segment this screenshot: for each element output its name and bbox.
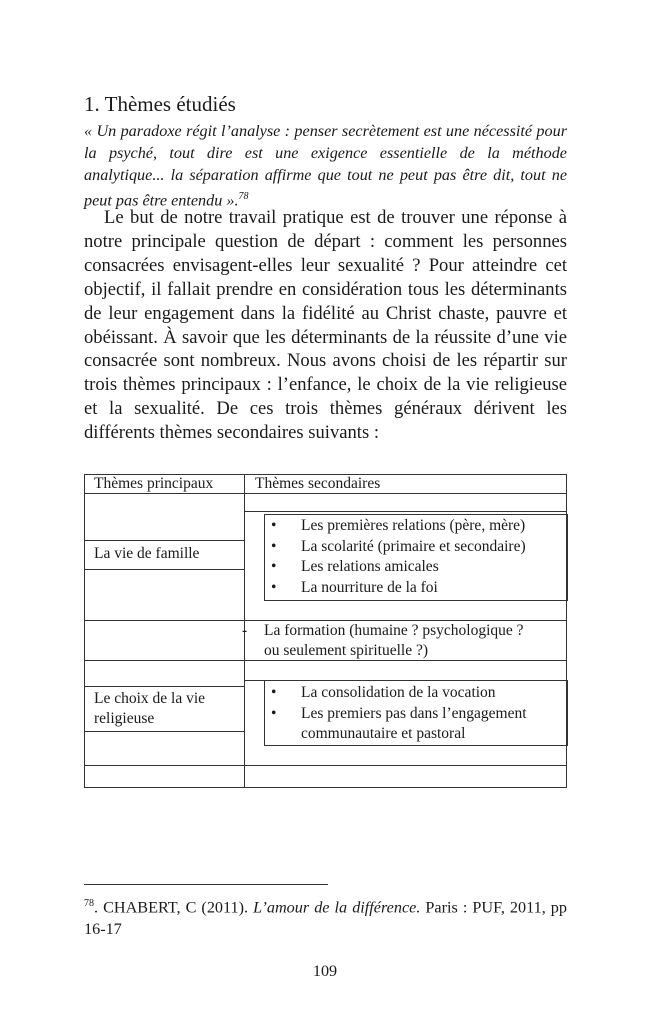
list-item: • Les relations amicales: [265, 557, 526, 578]
themes-table: [84, 474, 567, 788]
footnote-number: 78: [84, 898, 94, 909]
footnote: [84, 893, 567, 940]
section-heading: 1. Thèmes étudiés: [84, 92, 236, 116]
footnote-publisher: Paris : PUF, 2011, pp 16-17: [84, 898, 567, 939]
theme-choice-label-1: Le choix de la vie: [94, 690, 206, 707]
family-subthemes-list: [265, 516, 526, 598]
header-secondary-themes: Thèmes secondaires: [255, 475, 381, 492]
formation-dash: -: [242, 622, 248, 639]
choice-subthemes-box: [264, 680, 568, 746]
footnote-author: . CHABERT, C (2011).: [94, 898, 254, 917]
theme-family-label: La vie de famille: [94, 545, 200, 562]
list-item: • La consolidation de la vocation: [265, 683, 527, 704]
footnote-ref[interactable]: 78: [238, 191, 249, 202]
family-subthemes-box: [264, 514, 568, 601]
footnote-title: L’amour de la différence.: [253, 898, 421, 917]
epigraph-quote: [84, 120, 567, 211]
list-item-continuation: communautaire et pastoral: [301, 725, 466, 742]
theme-choice-label-2: religieuse: [94, 710, 155, 727]
list-item: • La nourriture de la foi: [265, 578, 526, 599]
body-paragraph: Le but de notre travail pratique est de trouver une réponse à notre principale question de départ : comment les personnes consacrées envisagent-elles leur sexualité ? Pour atteindre cet objectif, il fallait prendre en considération tous les déterminants de leur engagement dans la fidélité au Christ chaste, pauvre et obéissant. À savoir que les déterminants de la réussite d’une vie consacrée sont nombreux. Nous avons choisi de les répartir sur trois thèmes principaux : l’enfance, le choix de la vie religieuse et la sexualité. De ces trois thèmes généraux dérivent les différents thèmes secondaires suivants :: [84, 207, 567, 444]
page-number: 109: [312, 962, 338, 980]
choice-subthemes-list: [265, 683, 527, 724]
list-item: • La scolarité (primaire et secondaire): [265, 537, 526, 558]
formation-line-1: La formation (humaine ? psychologique ?: [264, 622, 524, 639]
header-main-themes: Thèmes principaux: [94, 475, 214, 492]
quote-text: « Un paradoxe régit l’analyse : penser secrètement est une nécessité pour la psyché, tout dire est une exigence essentielle de la méthode analytique... la séparation affirme que tout ne peut pas être dit, tout ne peut pas être entendu ».: [84, 122, 567, 210]
formation-line-2: ou seulement spirituelle ?): [264, 642, 428, 659]
list-item: • Les premières relations (père, mère): [265, 516, 526, 537]
footnote-divider: [84, 884, 328, 885]
list-item: • Les premiers pas dans l’engagement: [265, 704, 527, 725]
